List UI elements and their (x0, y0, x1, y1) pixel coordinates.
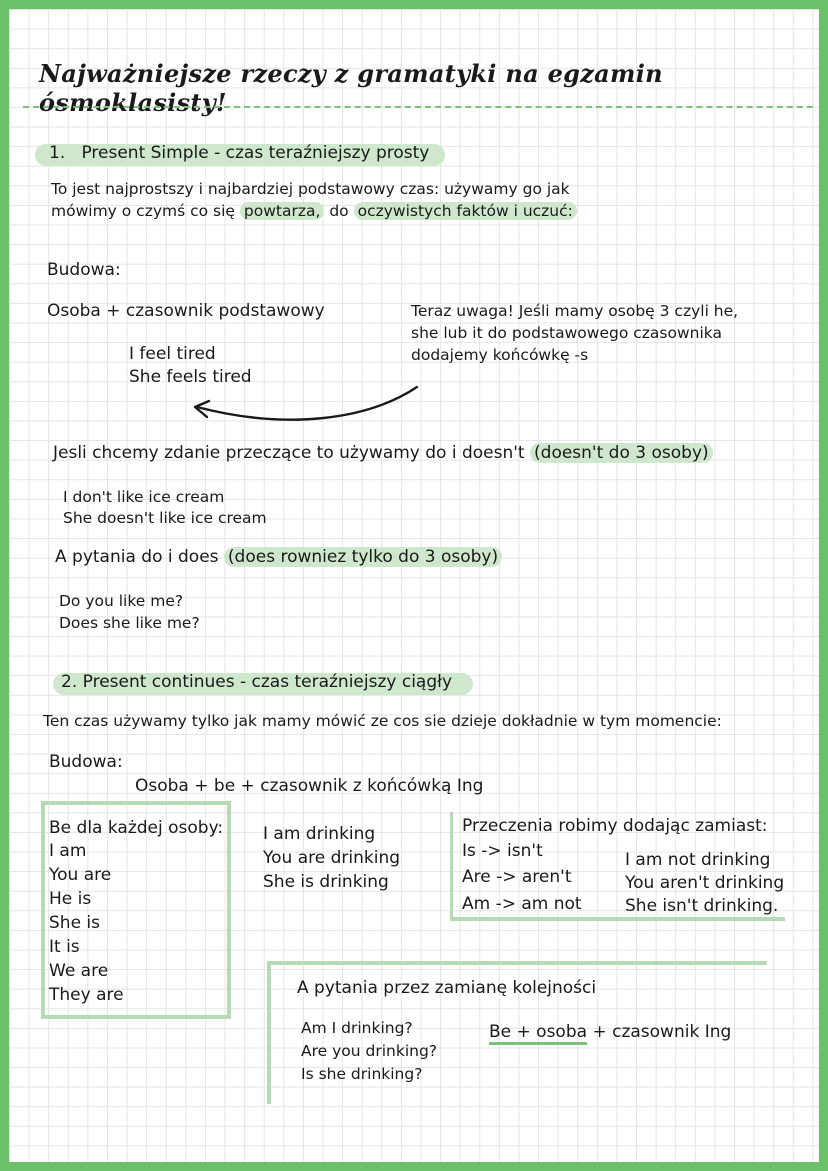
note-page (9, 9, 819, 1162)
section2-formula: Osoba + be + czasownik z końcówką Ing (135, 776, 484, 796)
page-title: Najważniejsze rzeczy z gramatyki na egzamin ósmoklasisty! (39, 59, 663, 117)
section1-negation-example-2: She doesn't like ice cream (63, 509, 267, 527)
section1-example-1: I feel tired (129, 344, 216, 364)
section1-example-2: She feels tired (129, 367, 252, 387)
section2-example: She is drinking (263, 872, 389, 892)
be-forms-title: Be dla każdej osoby: (49, 818, 224, 838)
highlight-repeats: powtarza, (240, 202, 325, 220)
section1-note-line1: Teraz uwaga! Jeśli mamy osobę 3 czyli he, (411, 302, 739, 320)
negation-rule: Are -> aren't (462, 867, 572, 887)
negation-example: She isn't drinking. (625, 896, 779, 916)
section1-intro-line2: mówimy o czymś co się powtarza, do oczywistych faktów i uczuć: (51, 201, 577, 222)
question-formula-underlined: Be + osoba (489, 1022, 588, 1042)
section1-number: 1. (49, 143, 66, 163)
section2-heading: 2. Present continues - czas teraźniejszy ciągły (61, 672, 453, 692)
highlight-facts: oczywistych faktów i uczuć: (354, 202, 577, 220)
section1-intro-line1: To jest najprostszy i najbardziej podstawowy czas: używamy go jak (51, 180, 570, 198)
be-form-item: I am (49, 841, 87, 861)
section1-budowa-label: Budowa: (47, 260, 121, 280)
section2-intro: Ten czas używamy tylko jak mamy mówić ze cos sie dzieje dokładnie w tym momencie: (43, 712, 722, 730)
section1-formula: Osoba + czasownik podstawowy (47, 301, 325, 321)
question-example: Am I drinking? (301, 1019, 413, 1037)
negation-example: I am not drinking (625, 850, 771, 870)
section2-example: You are drinking (263, 848, 401, 868)
title-divider (23, 106, 813, 108)
be-form-item: It is (49, 937, 80, 957)
question-box-top-border (267, 961, 767, 965)
section1-question-example-2: Does she like me? (59, 614, 200, 632)
negation-title: Przeczenia robimy dodając zamiast: (462, 816, 768, 836)
section1-question-intro: A pytania do i does (does rowniez tylko do 3 osoby) (55, 546, 502, 569)
section1-name: Present Simple (81, 143, 209, 163)
question-example: Is she drinking? (301, 1065, 423, 1083)
negation-rule: Is -> isn't (462, 841, 543, 861)
section1-note-line3: dodajemy końcówkę -s (411, 346, 589, 364)
section1-question-example-1: Do you like me? (59, 592, 184, 610)
negation-example: You aren't drinking (625, 873, 785, 893)
be-form-item: You are (49, 865, 112, 885)
section2-example: I am drinking (263, 824, 376, 844)
section1-negation-intro: Jesli chcemy zdanie przeczące to używamy do i doesn't (doesn't do 3 osoby) (53, 442, 713, 465)
be-form-item: He is (49, 889, 92, 909)
question-box-left-border (267, 961, 271, 1104)
highlight-does: (does rowniez tylko do 3 osoby) (224, 547, 502, 567)
highlight-doesnt: (doesn't do 3 osoby) (530, 443, 713, 463)
be-form-item: She is (49, 913, 101, 933)
negation-rule: Am -> am not (462, 894, 582, 914)
curved-arrow-icon (179, 379, 429, 439)
question-formula: Be + osoba + czasownik Ing (489, 1022, 732, 1042)
section1-subtitle: - czas teraźniejszy prosty (208, 143, 430, 163)
section2-budowa-label: Budowa: (49, 752, 123, 772)
question-example: Are you drinking? (301, 1042, 438, 1060)
be-form-item: We are (49, 961, 109, 981)
question-title: A pytania przez zamianę kolejności (297, 978, 597, 998)
section1-note-line2: she lub it do podstawowego czasownika (411, 324, 722, 342)
be-form-item: They are (49, 985, 124, 1005)
section1-negation-example-1: I don't like ice cream (63, 488, 225, 506)
negation-box-left-border (450, 812, 453, 920)
section1-heading (49, 142, 429, 165)
